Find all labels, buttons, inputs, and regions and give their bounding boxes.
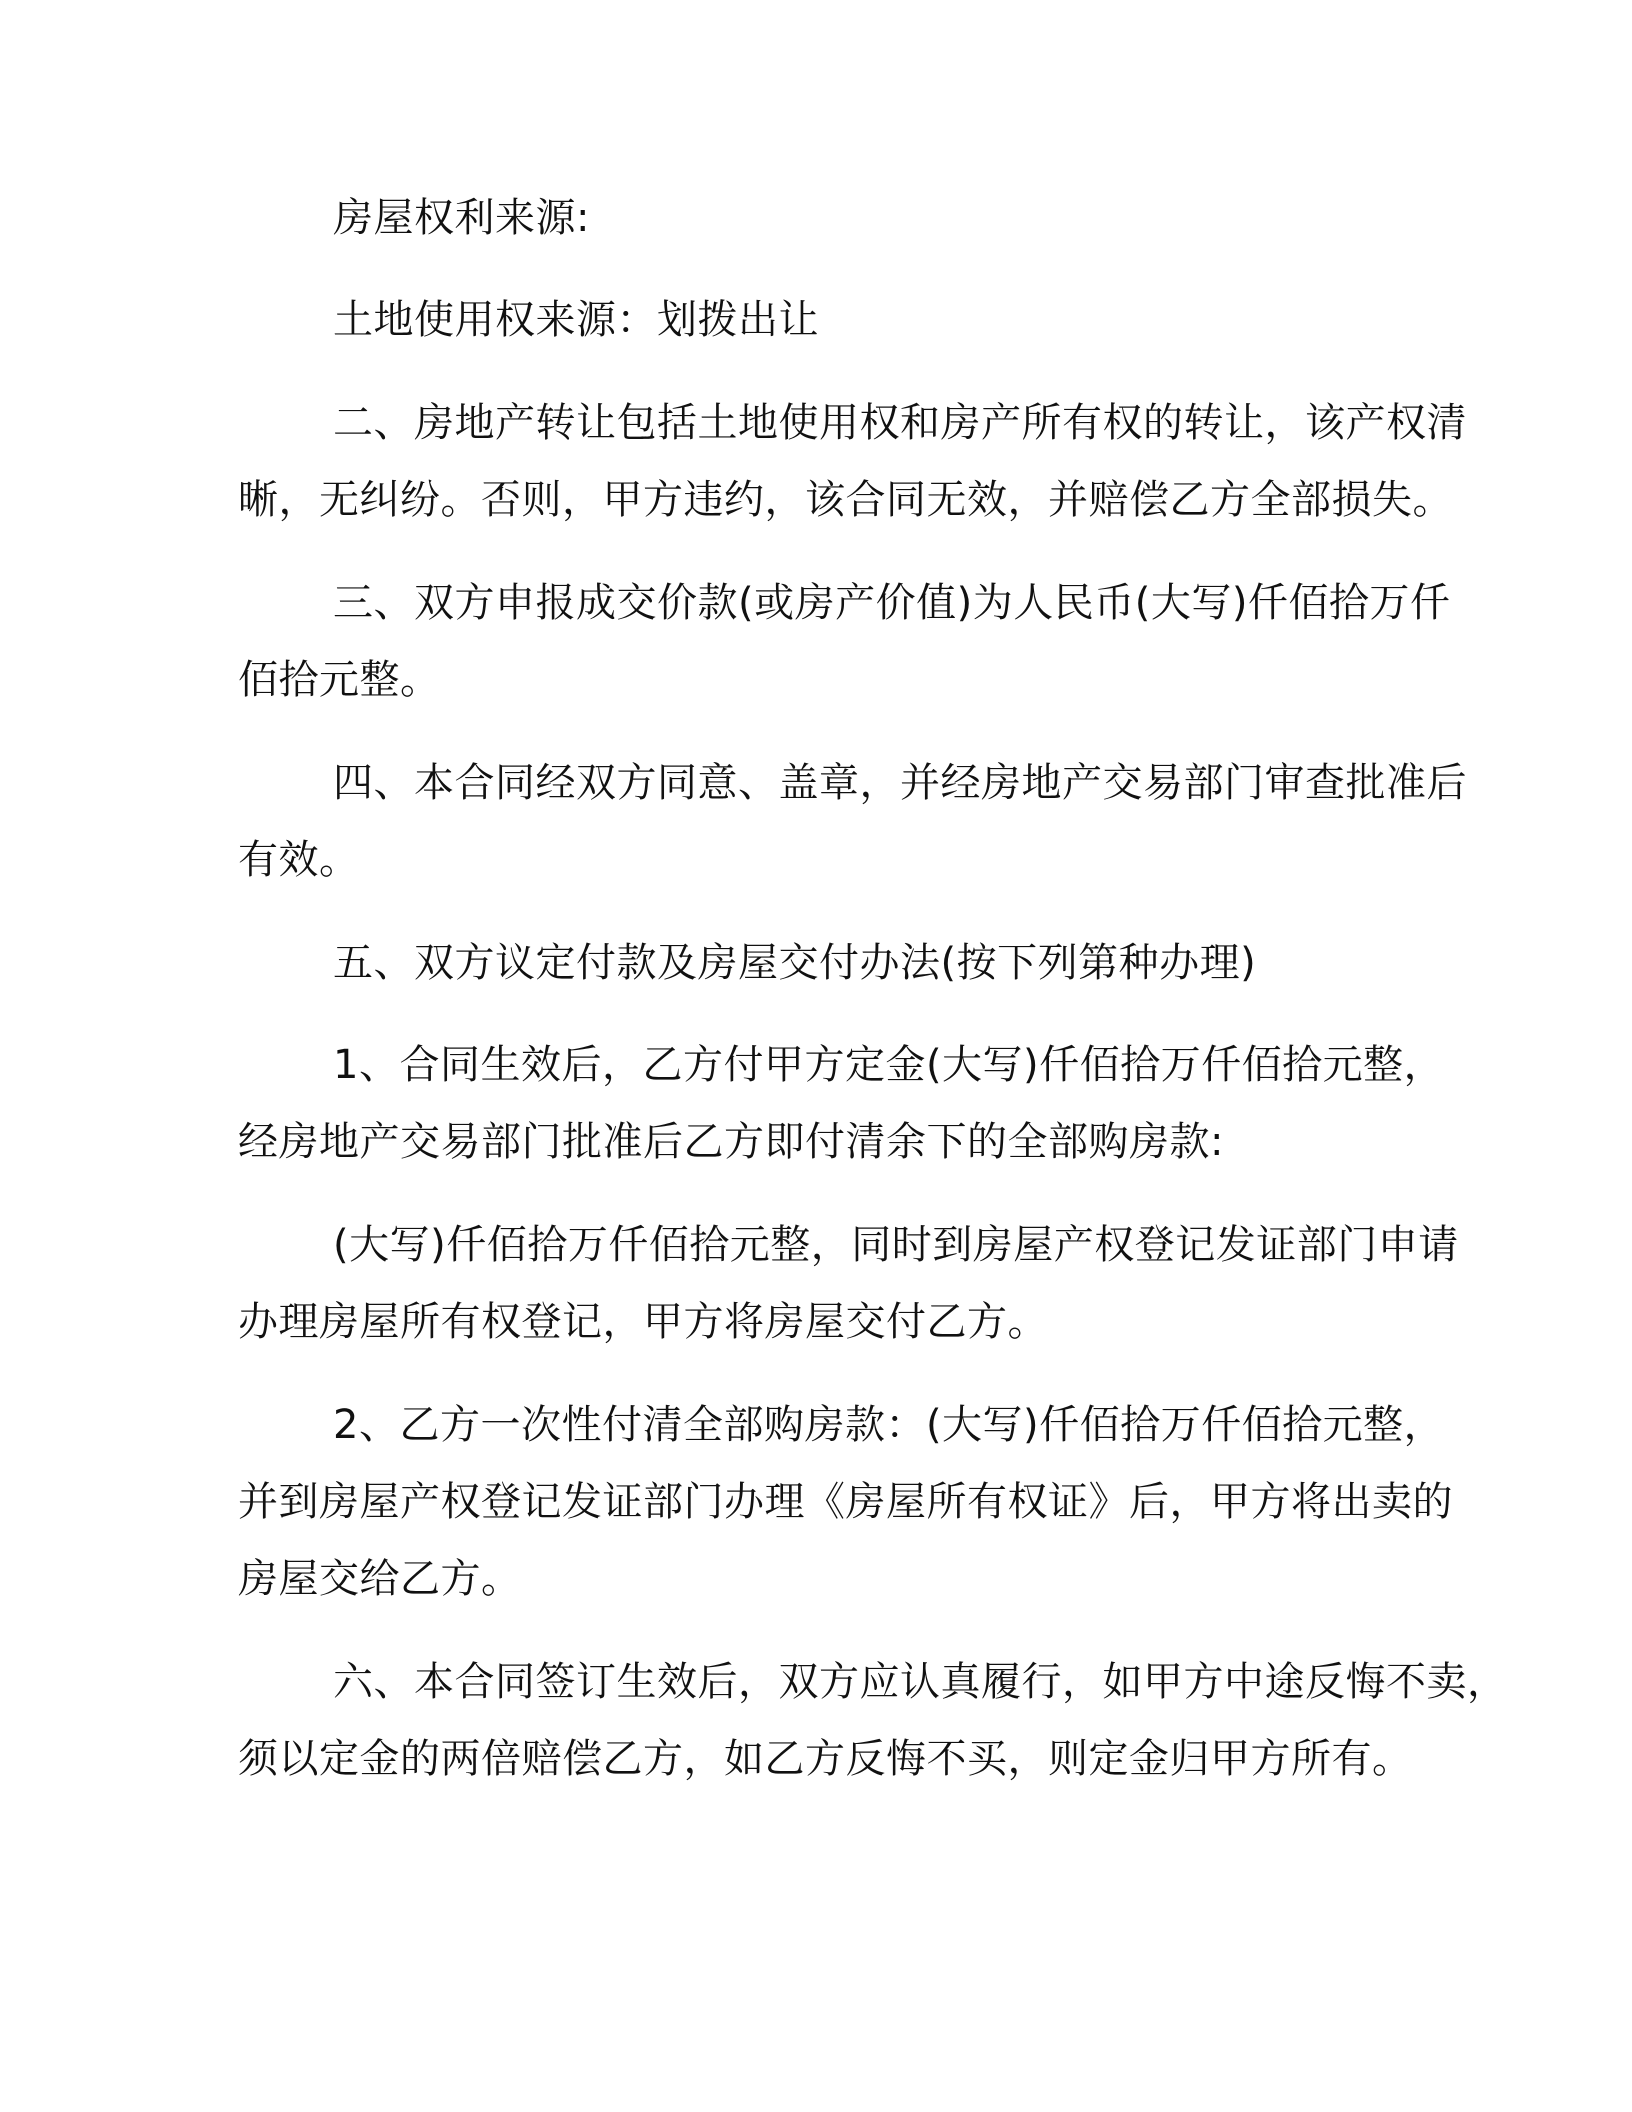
text-line-right-source: 房屋权利来源: — [333, 195, 590, 241]
clause-2-line-2: 晰，无纠纷。否则，甲方违约，该合同无效，并赔偿乙方全部损失。 — [238, 477, 1453, 523]
clause-5-1-line-2: 经房地产交易部门批准后乙方即付清余下的全部购房款: — [238, 1119, 1224, 1165]
clause-2-line-1: 二、房地产转让包括土地使用权和房产所有权的转让，该产权清 — [333, 400, 1467, 446]
clause-3-line-1: 三、双方申报成交价款(或房产价值)为人民币(大写)仟佰拾万仟 — [333, 580, 1451, 626]
clause-4-line-1: 四、本合同经双方同意、盖章，并经房地产交易部门审查批准后 — [333, 760, 1467, 806]
clause-6-line-1: 六、本合同签订生效后，双方应认真履行，如甲方中途反悔不卖， — [333, 1659, 1508, 1705]
clause-5-2-line-1: 2、乙方一次性付清全部购房款：(大写)仟佰拾万仟佰拾元整， — [333, 1402, 1445, 1448]
clause-5-1-line-1: 1、合同生效后，乙方付甲方定金(大写)仟佰拾万仟佰拾元整， — [333, 1042, 1445, 1088]
clause-6-line-2: 须以定金的两倍赔偿乙方，如乙方反悔不买，则定金归甲方所有。 — [238, 1736, 1413, 1782]
text-line-land-source: 土地使用权来源：划拨出让 — [333, 297, 819, 343]
clause-4-line-2: 有效。 — [238, 837, 360, 883]
clause-5-2-line-3: 房屋交给乙方。 — [238, 1556, 522, 1602]
clause-5-2-line-2: 并到房屋产权登记发证部门办理《房屋所有权证》后，甲方将出卖的 — [238, 1479, 1453, 1525]
clause-5-1-line-3: (大写)仟佰拾万仟佰拾元整，同时到房屋产权登记发证部门申请 — [333, 1222, 1459, 1268]
clause-5-heading: 五、双方议定付款及房屋交付办法(按下列第种办理) — [333, 940, 1257, 986]
clause-3-line-2: 佰拾元整。 — [238, 657, 441, 703]
clause-5-1-line-4: 办理房屋所有权登记，甲方将房屋交付乙方。 — [238, 1299, 1048, 1345]
